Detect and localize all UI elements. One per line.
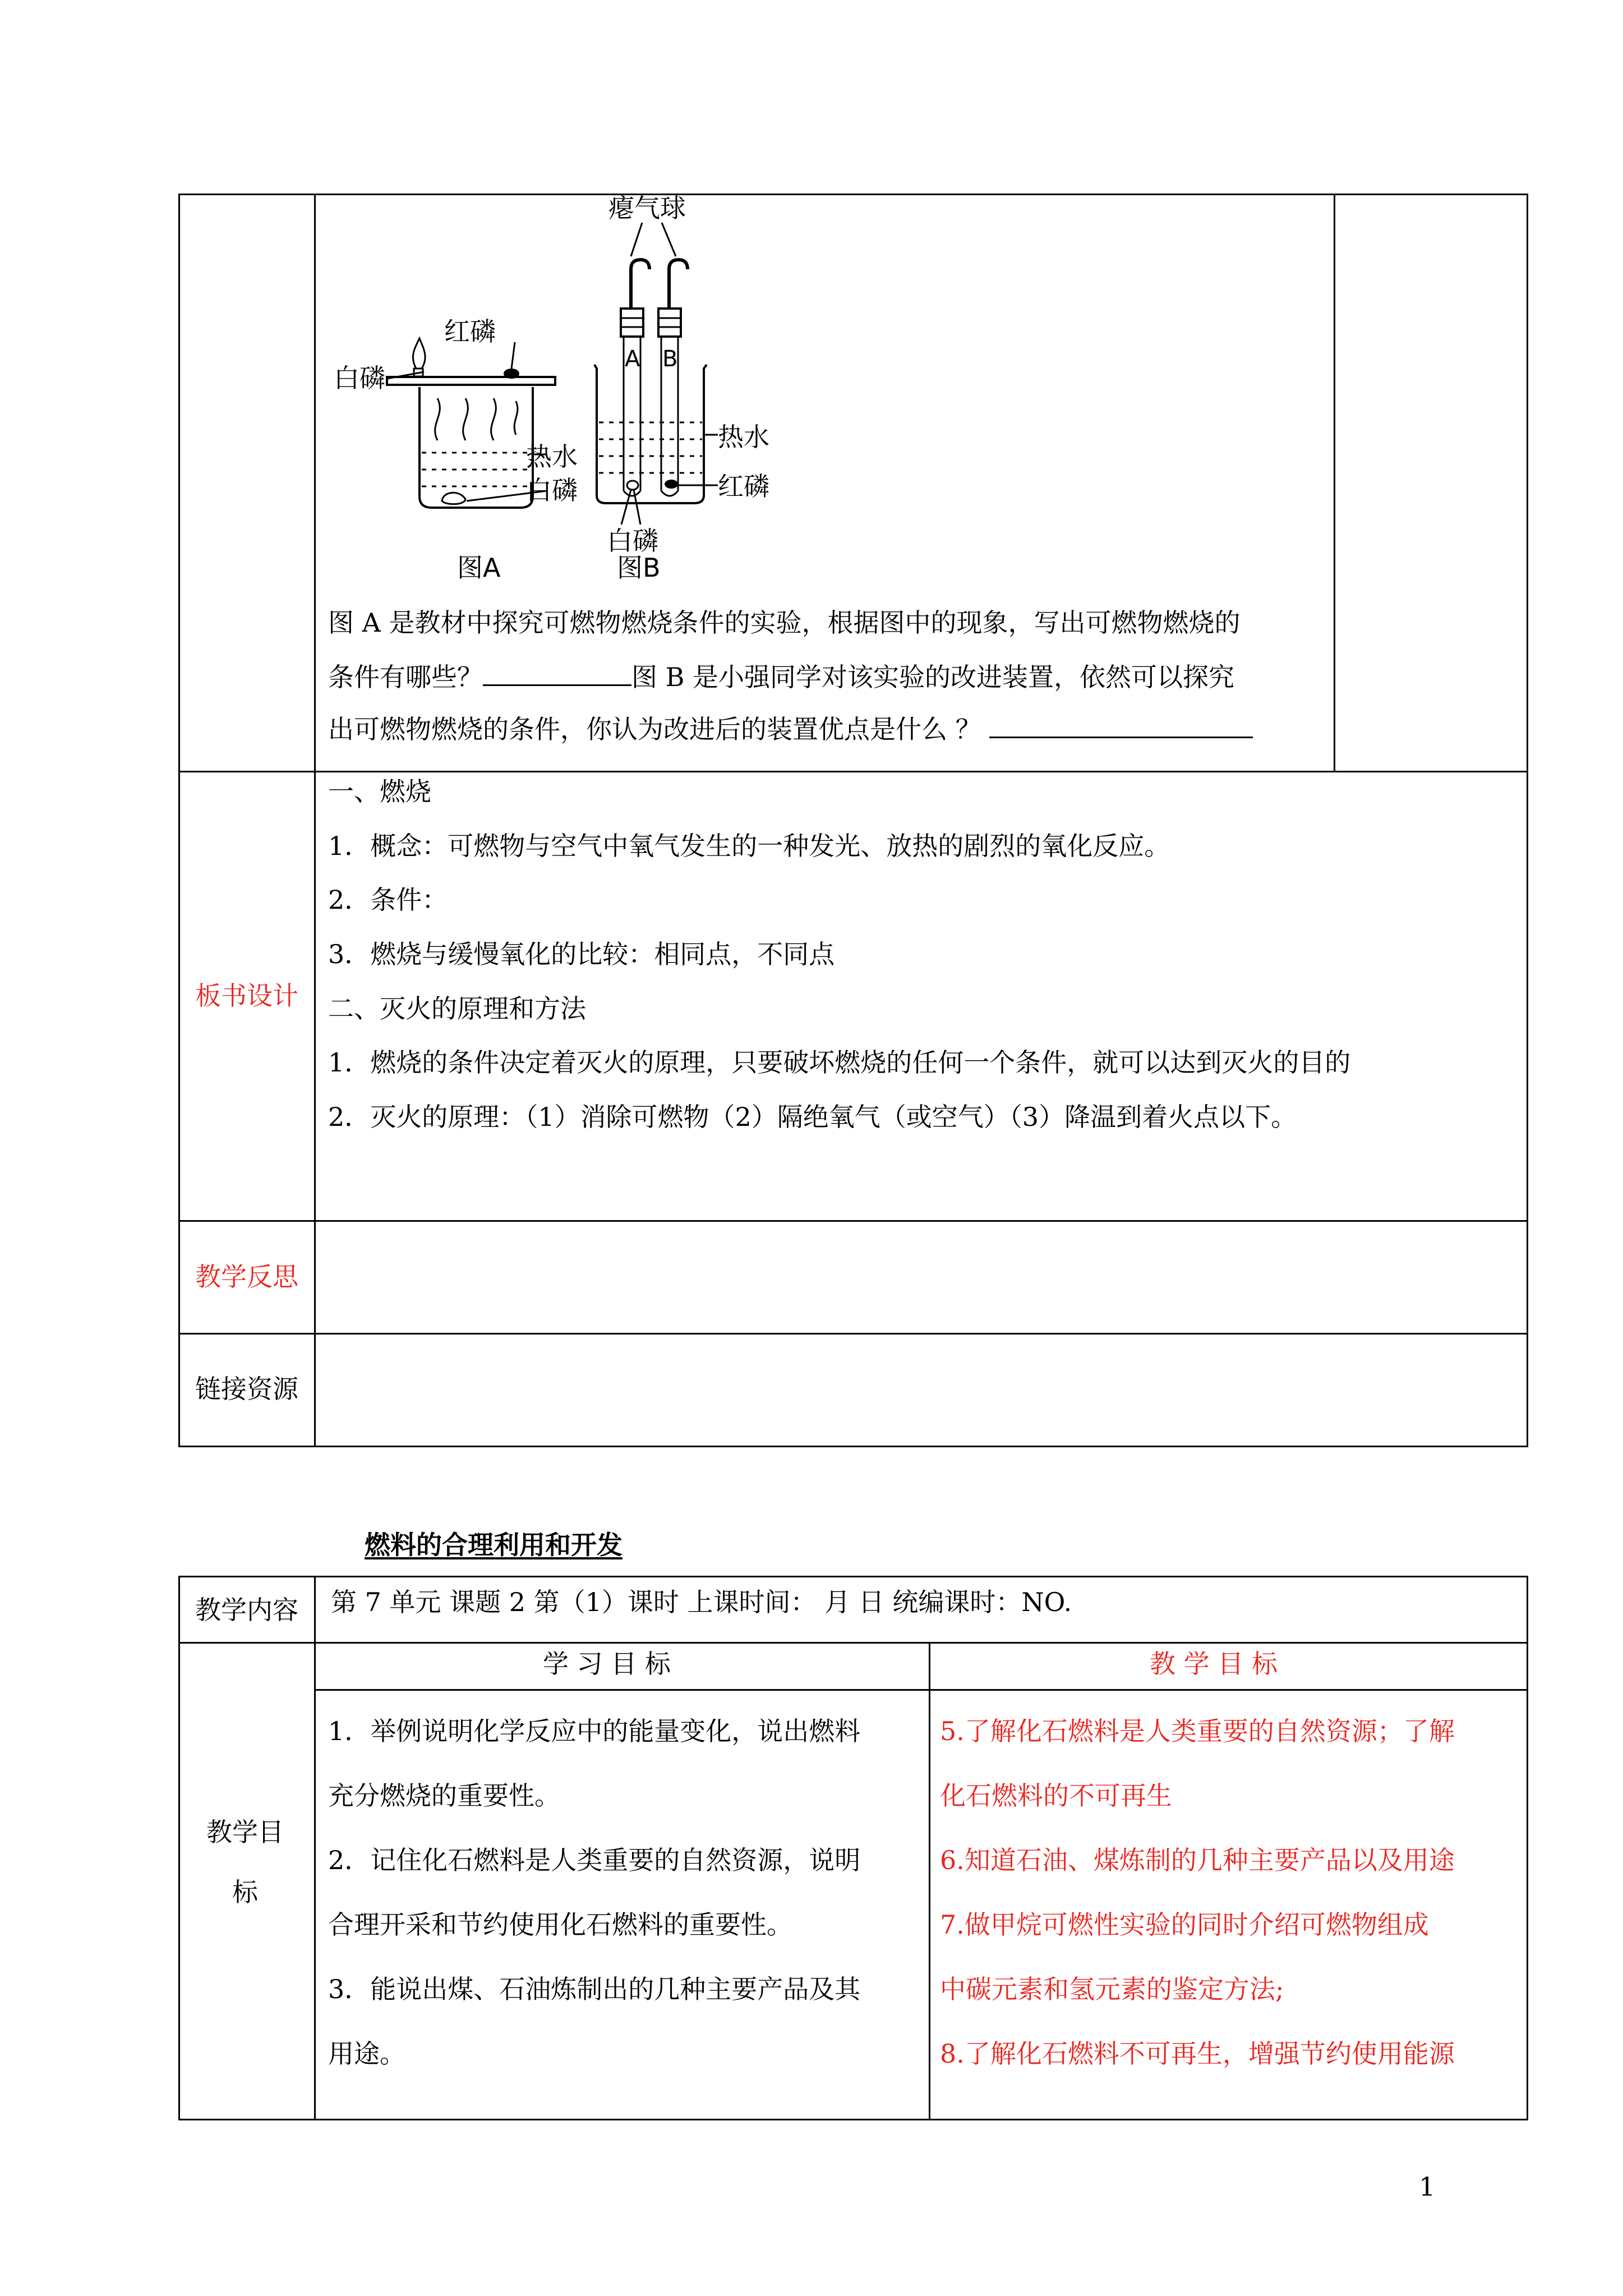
- question-line-2: [328, 659, 1234, 693]
- teaching-objectives-header: 教 学 目 标: [1150, 1649, 1278, 1679]
- label-hot-water-a: 热水: [526, 441, 578, 472]
- teaching-line-6: 8.了解化石燃料不可再生，增强节约使用能源: [940, 2039, 1455, 2069]
- content-value: 第 7 单元 课题 2 第（1）课时 上课时间： 月 日 统编课时：NO.: [331, 1587, 1072, 1617]
- learning-objectives-header: 学 习 目 标: [543, 1649, 671, 1679]
- board-design-label: 板书设计: [195, 981, 298, 1011]
- teaching-line-2: 化石燃料的不可再生: [940, 1780, 1172, 1811]
- objectives-label-line-2: 标: [232, 1877, 258, 1907]
- resources-label: 链接资源: [195, 1374, 298, 1404]
- caption-b: 图B: [617, 553, 661, 583]
- label-balloon: 瘪气球: [608, 194, 686, 223]
- label-hot-water-b: 热水: [718, 422, 769, 452]
- question-line-2a: 条件有哪些？: [328, 662, 483, 692]
- teaching-line-3: 6.知道石油、煤炼制的几种主要产品以及用途: [940, 1845, 1455, 1875]
- board-line-5: 二、灭火的原理和方法: [328, 993, 586, 1024]
- board-line-6: 1．燃烧的条件决定着灭火的原理，只要破坏燃烧的任何一个条件，就可以达到灭火的目的: [328, 1047, 1351, 1078]
- label-white-phosphorus-top: 白磷: [334, 363, 385, 393]
- learning-line-5: 3．能说出煤、石油炼制出的几种主要产品及其: [328, 1974, 861, 2004]
- teaching-line-5: 中碳元素和氢元素的鉴定方法;: [940, 1974, 1284, 2004]
- reflection-label: 教学反思: [195, 1262, 298, 1292]
- section-title: 燃料的合理利用和开发: [365, 1530, 623, 1560]
- teaching-line-4: 7.做甲烷可燃性实验的同时介绍可燃物组成: [940, 1910, 1429, 1940]
- label-red-phosphorus-a: 红磷: [444, 316, 496, 347]
- learning-line-3: 2．记住化石燃料是人类重要的自然资源，说明: [328, 1845, 861, 1875]
- answer-blank-2[interactable]: [989, 711, 1253, 738]
- caption-a: 图A: [457, 553, 501, 583]
- content-label: 教学内容: [195, 1595, 298, 1625]
- label-white-phosphorus-bottom-a: 白磷: [526, 475, 578, 505]
- learning-line-4: 合理开采和节约使用化石燃料的重要性。: [328, 1910, 792, 1940]
- question-line-1: 图 A 是教材中探究可燃物燃烧条件的实验，根据图中的现象，写出可燃物燃烧的: [328, 608, 1241, 638]
- board-line-4: 3．燃烧与缓慢氧化的比较：相同点，不同点: [328, 939, 835, 969]
- question-line-3a: 出可燃物燃烧的条件，你认为改进后的装置优点是什么 ？: [328, 714, 981, 744]
- objectives-label-line-1: 教学目: [206, 1817, 284, 1847]
- experiment-figure: [325, 194, 886, 597]
- board-line-3: 2．条件：: [328, 885, 448, 915]
- board-line-2: 1．概念：可燃物与空气中氧气发生的一种发光、放热的剧烈的氧化反应。: [328, 831, 1170, 861]
- tube-a-label: A: [625, 346, 640, 372]
- teaching-line-1: 5.了解化石燃料是人类重要的自然资源；了解: [940, 1716, 1455, 1746]
- tube-b-label: B: [662, 346, 678, 372]
- learning-line-2: 充分燃烧的重要性。: [328, 1780, 560, 1811]
- learning-line-6: 用途。: [328, 2039, 405, 2069]
- question-line-2b: 图 B 是小强同学对该实验的改进装置，依然可以探究: [631, 662, 1235, 692]
- question-line-3: [328, 711, 1253, 745]
- label-white-phosphorus-b: 白磷: [607, 526, 658, 556]
- page-number: 1: [1419, 2171, 1436, 2202]
- board-line-7: 2．灭火的原理：（1）消除可燃物（2）隔绝氧气（或空气）（3）降温到着火点以下。: [328, 1102, 1297, 1132]
- answer-blank-1[interactable]: [483, 659, 631, 686]
- learning-line-1: 1．举例说明化学反应中的能量变化，说出燃料: [328, 1716, 861, 1746]
- board-line-1: 一、燃烧: [328, 776, 431, 807]
- label-red-phosphorus-b: 红磷: [718, 471, 769, 501]
